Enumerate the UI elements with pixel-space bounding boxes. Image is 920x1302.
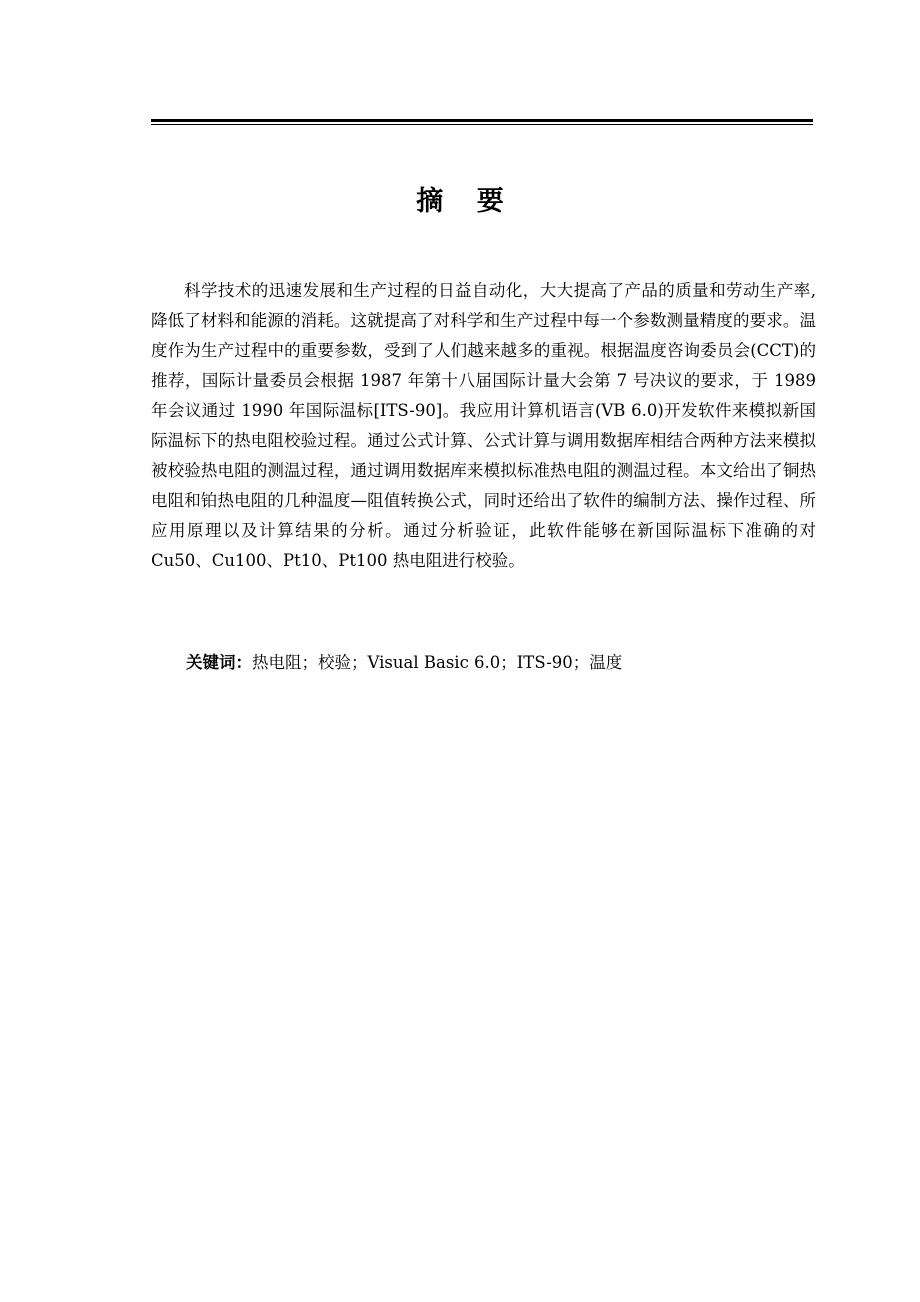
keywords-label: 关键词：	[186, 653, 252, 672]
page-title: 摘 要	[416, 186, 516, 217]
header-rule	[151, 119, 813, 125]
keywords-line	[186, 648, 806, 678]
abstract-paragraph: 科学技术的迅速发展和生产过程的日益自动化，大大提高了产品的质量和劳动生产率, 降低了材料和能源的消耗。这就提高了对科学和生产过程中每一个参数测量精度的要求。温度作为生产过程中的重要参数，受到了人们越来越多的重视。根据温度咨询委员会(CCT)的推荐，国际计量委员会根据 1987 年第十八届国际计量大会第 7 号决议的要求，于 1989 年会议通过 1990 年国际温标[ITS-90]。我应用计算机语言(VB 6.0)开发软件来模拟新国际温标下的热电阻校验过程。通过公式计算、公式计算与调用数据库相结合两种方法来模拟被校验热电阻的测温过程，通过调用数据库来模拟标准热电阻的测温过程。本文给出了铜热电阻和铂热电阻的几种温度—阻值转换公式，同时还给出了软件的编制方法、操作过程、所应用原理以及计算结果的分析。通过分析验证，此软件能够在新国际温标下准确的对 Cu50、Cu100、Pt10、Pt100 热电阻进行校验。	[151, 281, 816, 570]
keywords-value: 热电阻；校验；Visual Basic 6.0；ITS-90；温度	[252, 653, 623, 672]
